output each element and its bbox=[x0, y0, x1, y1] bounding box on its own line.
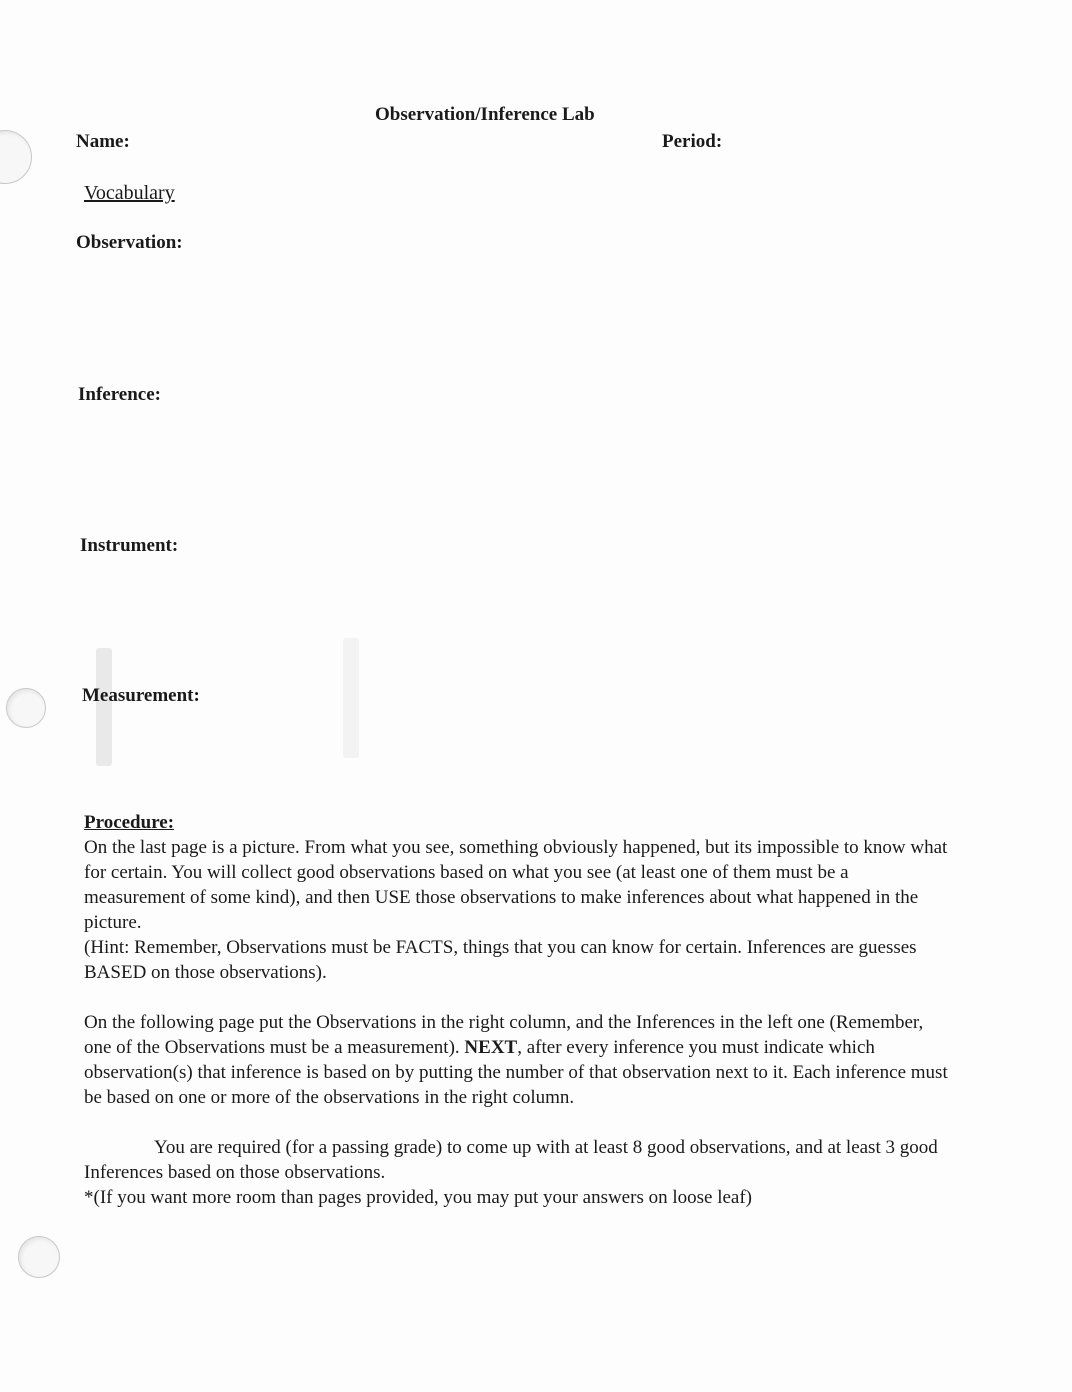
procedure-heading: Procedure: bbox=[84, 812, 175, 833]
procedure-paragraph-2-end: , after every inference you must indicate which observation(s) that inference is based on by putting the number of that observation next to it. Each inference must be based on one or more of the observations in the right column. bbox=[84, 1037, 948, 1108]
vocabulary-heading: Vocabulary bbox=[84, 182, 175, 204]
punch-hole bbox=[0, 130, 32, 184]
punch-hole bbox=[18, 1236, 60, 1278]
procedure-paragraph-3: You are required (for a passing grade) to come up with at least 8 good observations, and at least 3 good Inferences based on those observations. bbox=[84, 1137, 938, 1183]
term-observation: Observation: bbox=[76, 232, 183, 253]
procedure-paragraph-2 bbox=[84, 1010, 954, 1110]
term-inference: Inference: bbox=[78, 384, 162, 405]
term-measurement: Measurement: bbox=[82, 685, 200, 706]
procedure-hint: (Hint: Remember, Observations must be FACTS, things that you can know for certain. Inferences are guesses BASED on those observations). bbox=[84, 937, 917, 983]
punch-hole bbox=[6, 688, 46, 728]
term-instrument: Instrument: bbox=[80, 535, 179, 556]
procedure-note: *(If you want more room than pages provided, you may put your answers on loose leaf) bbox=[84, 1187, 752, 1208]
procedure-next-emphasis: NEXT bbox=[464, 1037, 518, 1058]
procedure-section bbox=[84, 810, 954, 1210]
page-title: Observation/Inference Lab bbox=[375, 104, 595, 125]
period-label: Period: bbox=[662, 131, 723, 152]
procedure-paragraph-1: On the last page is a picture. From what you see, something obviously happened, but its impossible to know what for certain. You will collect good observations based on what you see (at least one of them must be a measurement of some kind), and then USE those observations to make inferences about what happened in the picture. bbox=[84, 837, 948, 933]
procedure-paragraph-2-start: On the following page put the Observations in the right column, and the Inferences in the left one (Remember, one of the Observations must be a measurement). bbox=[84, 1012, 924, 1058]
scan-smudge bbox=[96, 648, 112, 766]
scan-smudge bbox=[343, 638, 359, 758]
name-label: Name: bbox=[76, 131, 130, 152]
